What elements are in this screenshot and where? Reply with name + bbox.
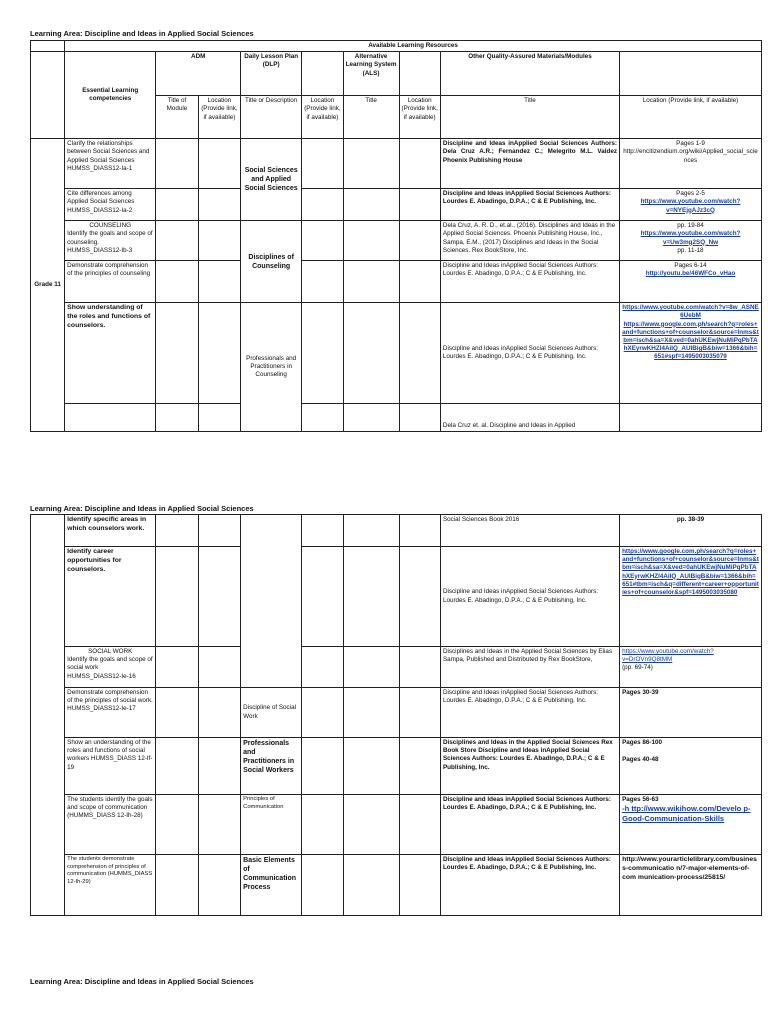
other-location-header: Location (Provide link, if available) <box>620 96 762 139</box>
als-title-cell <box>343 139 399 189</box>
youtube-link[interactable]: https://www.youtube.com/watch?v=NYEjgAJz3cQ <box>640 198 741 214</box>
other-title-cell: Discipline and Ideas inApplied Social Sciences Authors: Lourdes E. Abadingo, D.P.A.; C & E Publishing, Inc. <box>440 795 619 855</box>
resources-table-1 <box>30 40 762 432</box>
dlp-title-cell: Social Sciences and Applied Social Sciences <box>241 139 302 221</box>
google-search-link[interactable]: https://www.google.com.ph/search?q=roles+and+functions+of+counselor&source=lnms&tbm=isch&sa=X&ved=0ahUKEwjNuMiPqPbTAhXEyrwKHZI4AiIQ_AUIBigB&biw=1366&bih=651#tbm=isch&q=different+career+opportunities+of+counselor&spf=1495003035080 <box>622 548 759 596</box>
als-title-cell <box>343 795 399 855</box>
adm-title-cell <box>156 795 198 855</box>
competency-cell <box>65 221 156 261</box>
dlp-location-cell <box>302 404 343 432</box>
adm-location-cell <box>198 688 240 738</box>
learning-area-title: Learning Area: Discipline and Ideas in Applied Social Sciences <box>30 29 254 38</box>
als-location-cell <box>399 515 440 547</box>
als-blank-header <box>399 52 440 96</box>
als-location-cell <box>399 855 440 916</box>
competency-cell: Demonstrate comprehension of the principles of counseling <box>65 261 156 303</box>
als-location-cell <box>399 404 440 432</box>
als-location-cell <box>399 547 440 647</box>
other-location-cell <box>620 795 762 855</box>
dlp-title-cell: Professionals and Practitioners in Counseling <box>241 303 302 432</box>
dlp-location-cell <box>302 647 343 688</box>
other-location-cell <box>620 738 762 795</box>
dlp-title-cell: Basic Elements of Communication Process <box>241 855 302 916</box>
competency-cell: Show understanding of the roles and functions of counselors. <box>65 303 156 404</box>
als-title-cell <box>343 303 399 404</box>
competency-cell <box>65 647 156 688</box>
als-location-cell <box>399 221 440 261</box>
dlp-location-cell <box>302 515 343 547</box>
other-title-cell: Disciplines and Ideas in the Applied Social Sciences Rex Book Store Discipline and Ideas inApplied Social Sciences Authors: Lourdes E. Abadingo, D.P.A.; C & E Publishing, Inc. <box>440 738 619 795</box>
other-location-cell: Pages 30-39 <box>620 688 762 738</box>
other-title-cell: Dela Cruz, A. R. D., et.al., (2016). Disciplines and Ideas in the Applied Social Sciences. Phoenix Publishing House, Inc., Sampa, E.M., (2017) Disciplines and Ideas in the Social Sciences. Rex BookStore, Inc. <box>440 221 619 261</box>
grade-label: Grade 11 <box>31 139 65 432</box>
essential-competencies-header: Essential Learning competencies <box>65 52 156 139</box>
other-location-cell <box>620 547 762 647</box>
adm-title-cell <box>156 738 198 795</box>
resources-table-2 <box>30 514 762 916</box>
als-title-cell <box>343 547 399 647</box>
pages-text: Pages 56-63 <box>622 796 659 803</box>
pages-text: (pp. 69-74) <box>622 664 653 672</box>
other-title-cell: Social Sciences Book 2016 <box>440 515 619 547</box>
youtube-link[interactable]: https://www.youtube.com/watch?v=Uw3mg2SQ_Nw <box>640 230 741 246</box>
resource-url: http://encitizendium.org/wiki/Applied_social_sciences <box>623 148 758 164</box>
adm-location-cell <box>198 547 240 647</box>
other-title-cell: Discipline and Ideas inApplied Social Sciences Authors: Lourdes E. Abadingo, D.P.A.; C & E Publishing, Inc. <box>440 303 619 404</box>
learning-area-title-2: Learning Area: Discipline and Ideas in Applied Social Sciences <box>30 504 254 513</box>
als-title-header: Title <box>343 96 399 139</box>
als-title-cell <box>343 261 399 303</box>
dlp-title-cell: Disciplines of Counseling <box>241 221 302 303</box>
other-title-cell: Discipline and Ideas inApplied Social Sciences Authors: Lourdes E. Abadingo, D.P.A.; C & E Publishing, Inc. <box>440 855 619 916</box>
other-title-cell: Discipline and Ideas inApplied Social Sciences Authors: Lourdes E. Abadingo, D.P.A.; C & E Publishing, Inc. <box>440 547 619 647</box>
adm-location-cell <box>198 261 240 303</box>
other-title-header: Title <box>440 96 619 139</box>
als-location-cell <box>399 303 440 404</box>
adm-location-cell <box>198 404 240 432</box>
other-location-cell: http://www.yourarticlelibrary.com/business-communicatio n/7-major-elements-of-com munication-process/25815/ <box>620 855 762 916</box>
adm-title-cell <box>156 647 198 688</box>
other-location-cell <box>620 404 762 432</box>
google-search-link[interactable]: https://www.google.com.ph/search?q=roles+and+functions+of+counselor&source=lnms&tbm=isch&sa=X&ved=0ahUKEwjNuMiPqPbTAhXEyrwKHZI4AiIQ_AUIBigB&biw=1366&bih=651#spf=1495003035079 <box>622 320 759 361</box>
als-title-cell <box>343 647 399 688</box>
adm-title-cell <box>156 404 198 432</box>
adm-title-cell <box>156 855 198 916</box>
dlp-location-cell <box>302 221 343 261</box>
corner-cell <box>31 41 65 52</box>
adm-location-cell <box>198 139 240 189</box>
learning-area-title-3: Learning Area: Discipline and Ideas in Applied Social Sciences <box>30 977 254 986</box>
adm-location-cell <box>198 795 240 855</box>
als-header: Alternative Learning System (ALS) <box>343 52 399 96</box>
dlp-location-cell <box>302 303 343 404</box>
competency-cell: Identify specific areas in which counselors work. <box>65 515 156 547</box>
dlp-location-header: Location (Provide link, if available) <box>302 96 343 139</box>
adm-location-cell <box>198 738 240 795</box>
als-title-cell <box>343 189 399 221</box>
pages-text: Pages 2-5 <box>676 190 705 198</box>
adm-header: ADM <box>156 52 241 96</box>
other-location-cell <box>620 303 762 404</box>
title-or-description-header: Title or Description <box>241 96 302 139</box>
adm-title-cell <box>156 261 198 303</box>
grade-blank-cell <box>31 515 65 916</box>
dlp-title-cell: Principles of Communication <box>241 795 302 855</box>
pages-text: pp. 19-84 <box>677 222 704 230</box>
other-location-cell <box>620 189 762 221</box>
competency-cell: Cite differences among Applied Social Sciences HUMSS_DIASS12-Ia-2 <box>65 189 156 221</box>
other-location-cell <box>620 261 762 303</box>
competency-heading: COUNSELING <box>89 222 132 230</box>
dlp-location-cell <box>302 189 343 221</box>
competency-text: Identify the goals and scope of social work HUMSS_DIASS12-Ie-16 <box>67 656 153 680</box>
adm-title-cell <box>156 221 198 261</box>
als-location-header: Location (Provide link, if available) <box>399 96 440 139</box>
dlp-location-cell <box>302 139 343 189</box>
adm-location-cell <box>198 189 240 221</box>
als-location-cell <box>399 738 440 795</box>
competency-cell: The students identify the goals and scope of communication (HUMMS_DIASS 12-Ih-28) <box>65 795 156 855</box>
als-title-cell <box>343 515 399 547</box>
competency-cell: Demonstrate comprehension of the principles of social work. HUMSS_DIASS12-Ie-17 <box>65 688 156 738</box>
available-resources-header: Available Learning Resources <box>65 41 762 52</box>
other-blank-header <box>620 52 762 96</box>
other-materials-header: Other Quality-Assured Materials/Modules <box>440 52 619 96</box>
competency-cell: Show an understanding of the roles and functions of social workers HUMSS_DIASS 12-If-19 <box>65 738 156 795</box>
other-location-cell <box>620 139 762 189</box>
als-location-cell <box>399 795 440 855</box>
competency-cell <box>65 404 156 432</box>
als-location-cell <box>399 647 440 688</box>
dlp-location-cell <box>302 261 343 303</box>
als-title-cell <box>343 688 399 738</box>
als-title-cell <box>343 404 399 432</box>
dlp-header: Daily Lesson Plan (DLP) <box>241 52 302 96</box>
als-location-cell <box>399 139 440 189</box>
adm-location-cell <box>198 303 240 404</box>
pages-text-2: pp. 11-18 <box>677 246 704 254</box>
other-title-cell: Discipline and Ideas inApplied Social Sciences Authors: Lourdes E. Abadingo, D.P.A.; C & E Publishing, Inc. <box>440 688 619 738</box>
dlp-location-cell <box>302 547 343 647</box>
dlp-blank-header <box>302 52 343 96</box>
other-title-cell: Disciplines and Ideas in the Applied Social Sciences by Elias Sampa, Published and Distributed by Rex BookStore, <box>440 647 619 688</box>
als-title-cell <box>343 738 399 795</box>
other-title-cell: Discipline and Ideas inApplied Social Sciences Authors: Lourdes E. Abadingo, D.P.A.; C & E Publishing, Inc. <box>440 189 619 221</box>
competency-text: Identify the goals and scope of counseling. HUMSS_DIASS12-Ib-3 <box>67 230 153 254</box>
dlp-location-cell <box>302 738 343 795</box>
dlp-title-cell <box>241 515 302 688</box>
adm-title-cell <box>156 189 198 221</box>
adm-title-cell <box>156 303 198 404</box>
other-title-cell: Dela Cruz et. al. Discipline and Ideas in Applied <box>440 404 619 432</box>
pages-text: Pages 6-14 <box>674 262 707 270</box>
competency-cell: Identify career opportunities for counselors. <box>65 547 156 647</box>
title-of-module-header: Title of Module <box>156 96 198 139</box>
dlp-location-cell <box>302 855 343 916</box>
dlp-title-cell: Discipline of Social Work <box>241 688 302 738</box>
other-location-cell: pp. 38-39 <box>620 515 762 547</box>
adm-title-cell <box>156 139 198 189</box>
youtube-link[interactable]: https://www.youtube.com/watch?v=8w_ASNE6UebM <box>622 304 759 320</box>
youtube-link[interactable]: https://www.youtube.com/watch?v=DrOVn9Q8tMM <box>622 648 714 664</box>
adm-location-cell <box>198 221 240 261</box>
adm-location-cell <box>198 647 240 688</box>
competency-cell: Clarify the relationships between Social Sciences and Applied Social Sciences HUMSS_DIASS12-Ia-1 <box>65 139 156 189</box>
grade-header-blank <box>31 52 65 139</box>
adm-location-cell <box>198 855 240 916</box>
other-title-cell: Discipline and Ideas inApplied Social Sciences Authors: Dela Cruz A.R.; Fernandez C.; Melegrito M.L. Valdez Phoenix Publishing House <box>440 139 619 189</box>
wikihow-link[interactable]: -h ttp://www.wikihow.com/Develo p-Good-Communication-Skills <box>622 804 751 824</box>
dlp-title-cell: Professionals and Practitioners in Social Workers <box>241 738 302 795</box>
other-location-cell <box>620 647 762 688</box>
als-title-cell <box>343 221 399 261</box>
als-location-cell <box>399 688 440 738</box>
adm-title-cell <box>156 547 198 647</box>
dlp-location-cell <box>302 795 343 855</box>
als-location-cell <box>399 261 440 303</box>
adm-location-cell <box>198 515 240 547</box>
als-title-cell <box>343 855 399 916</box>
other-title-cell: Discipline and Ideas inApplied Social Sciences Authors: Lourdes E. Abadingo, D.P.A.; C & E Publishing, Inc. <box>440 261 619 303</box>
pages-text-2: Pages 40-48 <box>622 756 659 764</box>
other-location-cell <box>620 221 762 261</box>
dlp-location-cell <box>302 688 343 738</box>
youtube-link[interactable]: http://youtu.be/46WFCo_vHao <box>645 270 736 278</box>
competency-heading: SOCIAL WORK <box>88 648 133 655</box>
competency-cell: The students demonstrate comprehension of principles of communication (HUMMS_DIASS 12-Ih-29) <box>65 855 156 916</box>
pages-text: Pages 86-100 <box>622 739 662 746</box>
adm-title-cell <box>156 688 198 738</box>
als-location-cell <box>399 189 440 221</box>
adm-location-header: Location (Provide link, if available) <box>198 96 240 139</box>
pages-text: Pages 1-9 <box>676 140 705 148</box>
adm-title-cell <box>156 515 198 547</box>
